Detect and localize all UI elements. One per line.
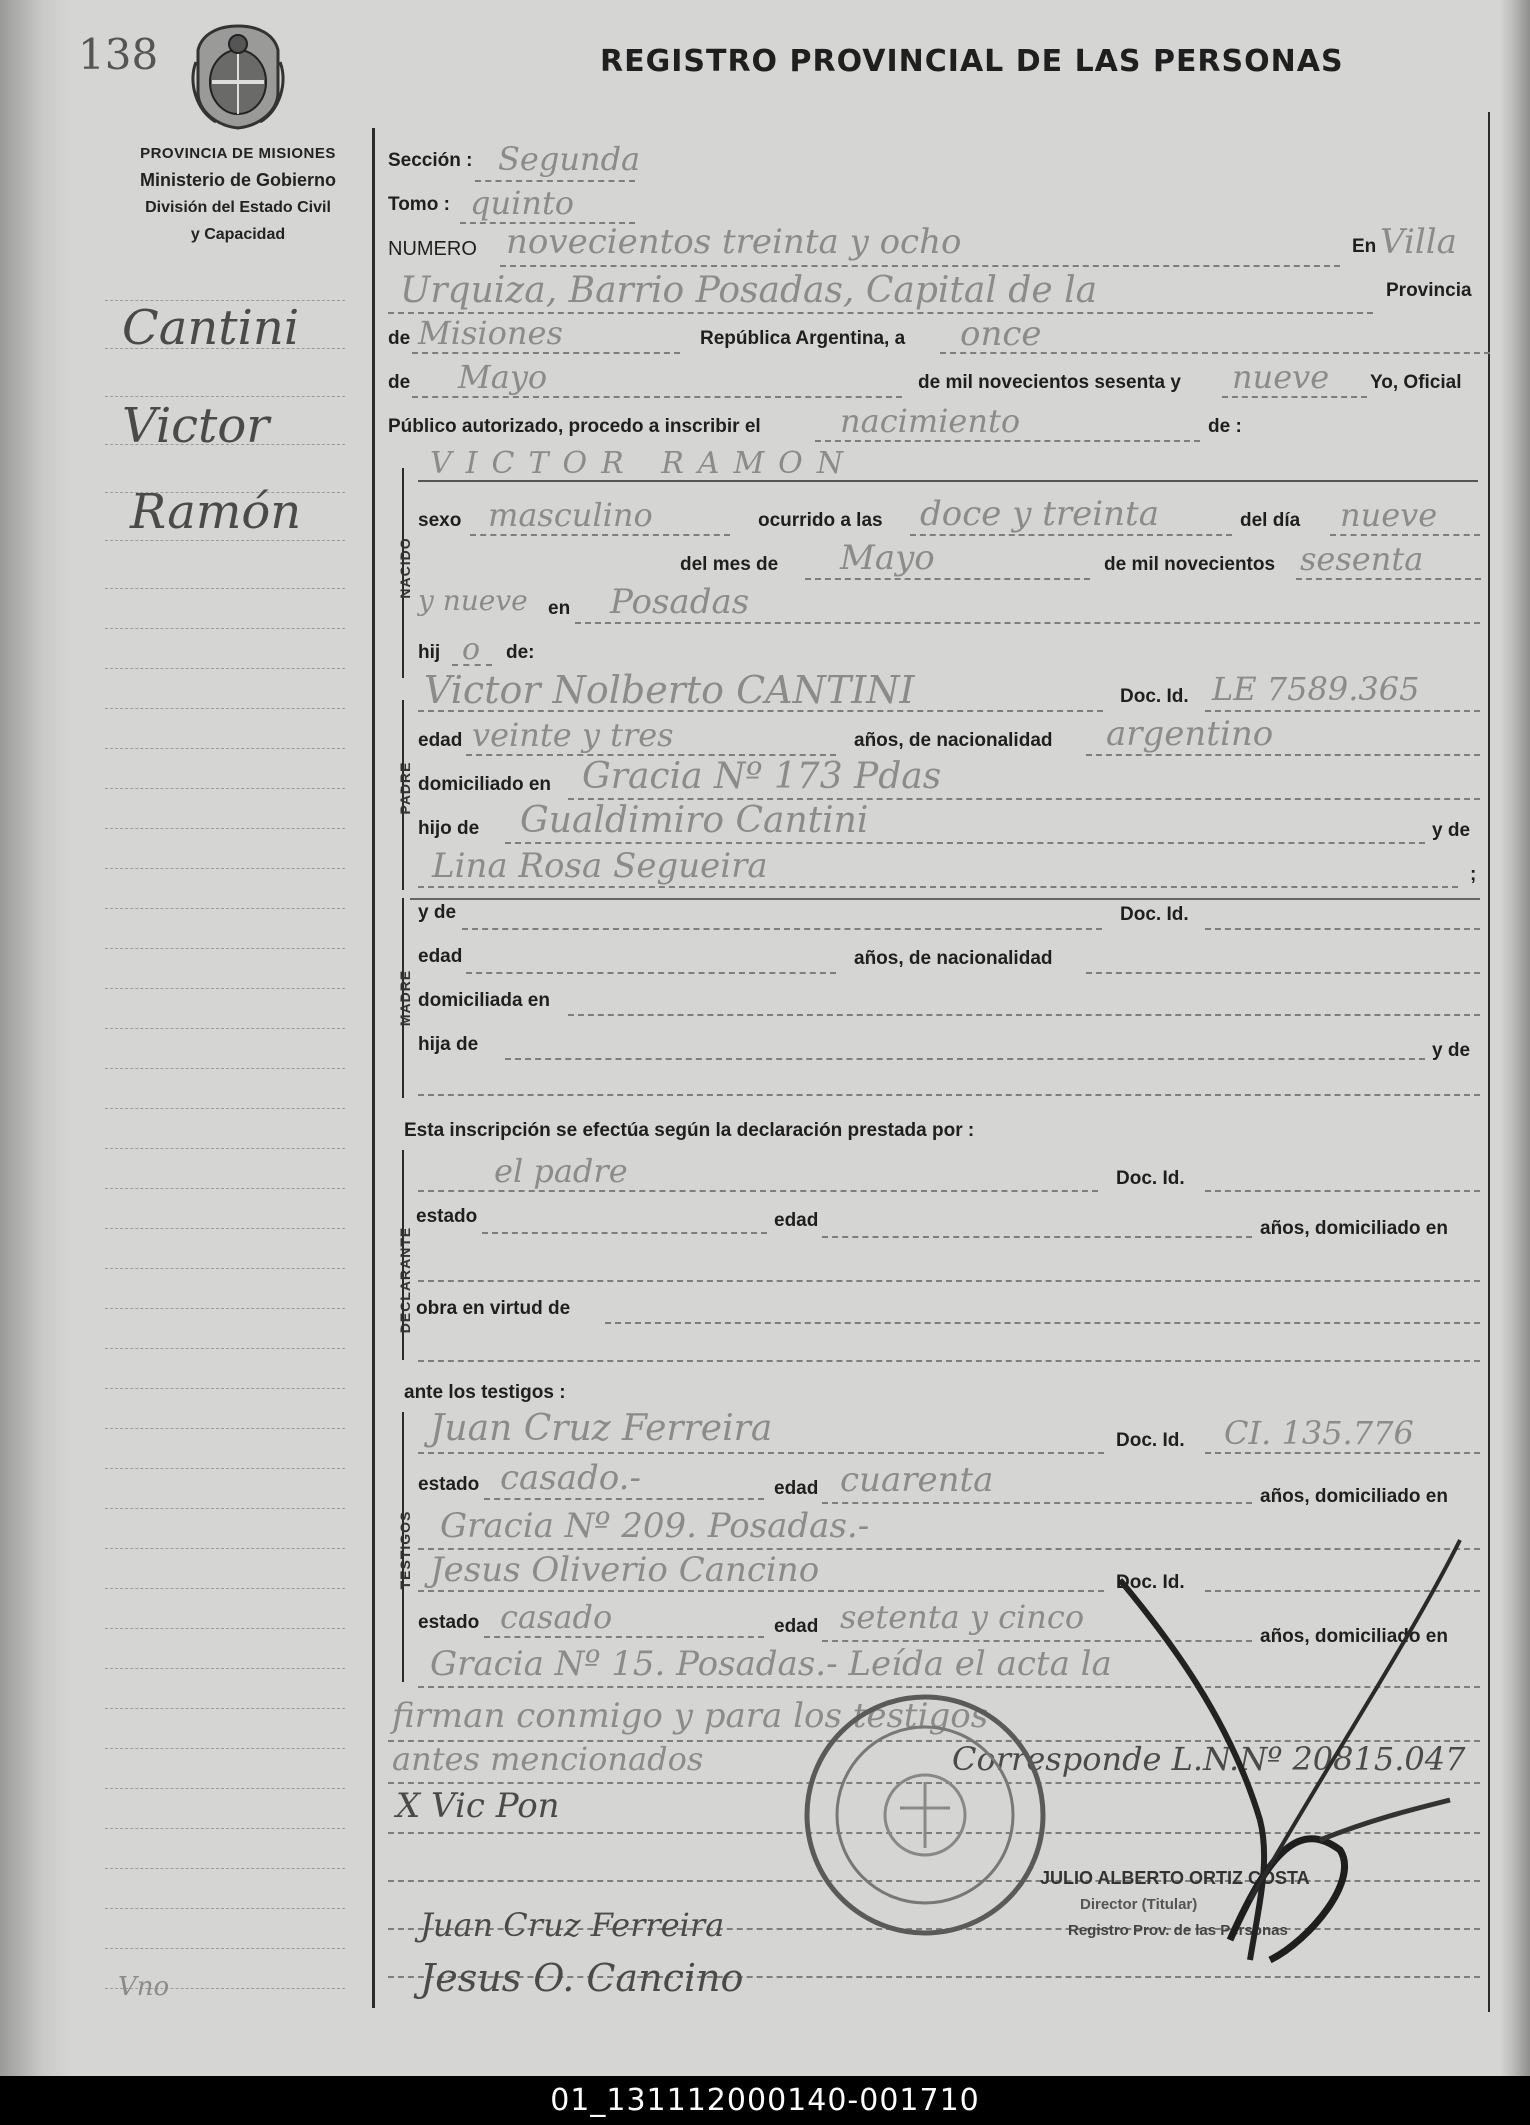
en-value: Villa [1380, 222, 1457, 262]
nacido-tag: NACIDO [397, 537, 413, 599]
madre-doc-label: Doc. Id. [1120, 904, 1189, 925]
testigos-tag: TESTIGOS [397, 1510, 413, 1590]
testigo1-dom-label: años, domiciliado en [1260, 1486, 1448, 1507]
declarante-name-value: el padre [494, 1152, 628, 1190]
testigo1-edad-value: cuarenta [840, 1460, 994, 1500]
hora-value: doce y treinta [920, 494, 1159, 534]
nacido-name-rule [418, 480, 1478, 482]
authority-province: PROVINCIA DE MISIONES [140, 145, 336, 162]
official-signature-icon [1110, 1520, 1470, 1990]
declarante-obra-label: obra en virtud de [416, 1298, 571, 1319]
padre-tag: PADRE [397, 761, 413, 815]
authority-block [100, 140, 376, 248]
tomo-value: quinto [470, 184, 575, 222]
lugar-value: Posadas [610, 582, 750, 622]
declarante-tag: DECLARANTE [397, 1226, 413, 1334]
testigo1-doc-value: CI. 135.776 [1224, 1414, 1414, 1452]
madre-dom-label: domiciliada en [418, 990, 550, 1011]
hij-label: hij [418, 642, 441, 663]
margin-second-name: Ramón [130, 484, 302, 540]
dia-value-nacido: nueve [1340, 496, 1438, 534]
image-id-footer: 01_131112000140-001710 [0, 2076, 1530, 2125]
testigo1-name-value: Juan Cruz Ferreira [430, 1408, 773, 1449]
numero-value: novecientos treinta y ocho [506, 222, 962, 262]
margin-surname: Cantini [122, 300, 300, 356]
padre-dom-value: Gracia Nº 173 Pdas [582, 756, 942, 797]
madre-top-rule [410, 898, 1480, 900]
testigo1-estado-label: estado [418, 1474, 480, 1495]
mes-value-nacido: Mayo [840, 538, 935, 578]
nacido-name-value: VICTOR RAMON [430, 446, 858, 481]
sexo-label: sexo [418, 510, 462, 531]
padre-name-value: Victor Nolberto CANTINI [424, 668, 915, 712]
madre-hija-label: hija de [418, 1034, 479, 1055]
republica-label: República Argentina, a [700, 328, 906, 349]
declarante-dom-label: años, domiciliado en [1260, 1218, 1448, 1239]
ocurrido-label: ocurrido a las [758, 510, 883, 531]
testigo1-estado-value: casado.- [500, 1458, 641, 1498]
madre-tag: MADRE [397, 969, 413, 1027]
closing-line-2: antes mencionados [392, 1740, 704, 1778]
madre-nac-label: años, de nacionalidad [854, 948, 1053, 969]
testigo2-dom-label: años, domiciliado en [1260, 1626, 1448, 1647]
padre-semicolon: ; [1470, 864, 1477, 885]
testigo2-estado-label: estado [418, 1612, 480, 1633]
corresponde-value: Corresponde L.N.Nº 20815.047 [952, 1740, 1466, 1778]
padre-edad-value: veinte y tres [472, 716, 674, 754]
margin-first-name: Victor [122, 398, 270, 454]
mes-label: del mes de [680, 554, 779, 575]
declarante-edad-label: edad [774, 1210, 819, 1231]
testigo1-edad-label: edad [774, 1478, 819, 1499]
official-title-2: Registro Prov. de las Personas [1068, 1922, 1288, 1939]
testigo2-dom-value: Gracia Nº 15. Posadas.- Leída el acta la [430, 1644, 1112, 1684]
testigo2-doc-label: Doc. Id. [1116, 1572, 1185, 1593]
anio-value-nacido-2: y nueve [418, 584, 528, 617]
declarante-doc-label: Doc. Id. [1116, 1168, 1185, 1189]
de-colon-label: de : [1208, 416, 1242, 437]
tomo-label: Tomo : [388, 194, 450, 215]
right-border [1488, 112, 1490, 2012]
mil-label: de mil novecientos sesenta y [918, 372, 1181, 393]
page-edge-right [1500, 0, 1530, 2076]
de2-label: de [388, 372, 411, 393]
padre-edad-label: edad [418, 730, 463, 751]
seccion-label: Sección : [388, 150, 473, 171]
folio-number: 138 [78, 30, 159, 79]
padre-doc-label: Doc. Id. [1120, 686, 1189, 707]
signature-witness-1: Juan Cruz Ferreira [420, 1906, 725, 1944]
de-label: de [388, 328, 411, 349]
padre-madre-value: Lina Rosa Segueira [432, 846, 768, 886]
yo-label: Yo, Oficial [1370, 372, 1462, 393]
page-title: REGISTRO PROVINCIAL DE LAS PERSONAS [600, 44, 1344, 79]
declarante-intro: Esta inscripción se efectúa según la declaración prestada por : [404, 1120, 975, 1141]
padre-yde-label: y de [1432, 820, 1471, 841]
provincia-label: Provincia [1386, 280, 1472, 301]
padre-dom-label: domiciliado en [418, 774, 552, 795]
authority-capacidad: y Capacidad [190, 226, 286, 243]
signature-witness-2: Jesus O. Cancino [420, 1956, 744, 2000]
testigo2-name-value: Jesus Oliverio Cancino [430, 1550, 820, 1590]
spine-shadow [0, 0, 70, 2076]
coat-of-arms-icon [188, 22, 288, 130]
testigo1-dom-value: Gracia Nº 209. Posadas.- [440, 1506, 870, 1546]
hij-value: o [462, 632, 481, 667]
sexo-value: masculino [488, 496, 653, 534]
testigos-intro: ante los testigos : [404, 1382, 566, 1403]
official-title-1: Director (Titular) [1080, 1896, 1198, 1913]
official-name: JULIO ALBERTO ORTIZ COSTA [1040, 1868, 1310, 1888]
del-dia-label: del día [1240, 510, 1301, 531]
mes-value: Mayo [458, 358, 548, 396]
hij-de-label: de: [506, 642, 535, 663]
madre-yde2-label: y de [1432, 1040, 1471, 1061]
authority-ministry: Ministerio de Gobierno [139, 170, 336, 190]
margin-initials: Vno [118, 1972, 170, 2002]
testigo1-doc-label: Doc. Id. [1116, 1430, 1185, 1451]
padre-doc-value: LE 7589.365 [1212, 670, 1420, 708]
seccion-value: Segunda [498, 140, 641, 178]
madre-yde-label: y de [418, 902, 457, 923]
testigo2-edad-value: setenta y cinco [840, 1598, 1085, 1636]
en-nacido-label: en [548, 598, 571, 619]
declarante-estado-label: estado [416, 1206, 478, 1227]
anio-value-nacido: sesenta [1300, 540, 1424, 578]
official-seal-icon [800, 1690, 1050, 1940]
signature-mark: X Vic Pon [396, 1786, 560, 1826]
closing-line-1: firman conmigo y para los testigos [392, 1696, 989, 1736]
padre-nac-value: argentino [1106, 714, 1274, 754]
numero-label: NUMERO [388, 238, 477, 260]
mil-nacido-label: de mil novecientos [1104, 554, 1276, 575]
left-column-border [372, 128, 375, 2008]
provincia-value: Misiones [418, 314, 563, 352]
authority-division: División del Estado Civil [145, 199, 331, 216]
acto-value: nacimiento [840, 402, 1021, 440]
padre-hijo-value: Gualdimiro Cantini [520, 800, 869, 841]
place-line-value: Urquiza, Barrio Posadas, Capital de la [400, 270, 1098, 311]
testigo2-edad-label: edad [774, 1616, 819, 1637]
padre-hijo-label: hijo de [418, 818, 480, 839]
testigo2-estado-value: casado [500, 1598, 613, 1636]
anio-value: nueve [1232, 358, 1330, 396]
padre-nac-label: años, de nacionalidad [854, 730, 1053, 751]
dia-value: once [960, 314, 1042, 354]
madre-edad-label: edad [418, 946, 463, 967]
en-label: En [1352, 236, 1377, 257]
publico-label: Público autorizado, procedo a inscribir el [388, 416, 761, 437]
